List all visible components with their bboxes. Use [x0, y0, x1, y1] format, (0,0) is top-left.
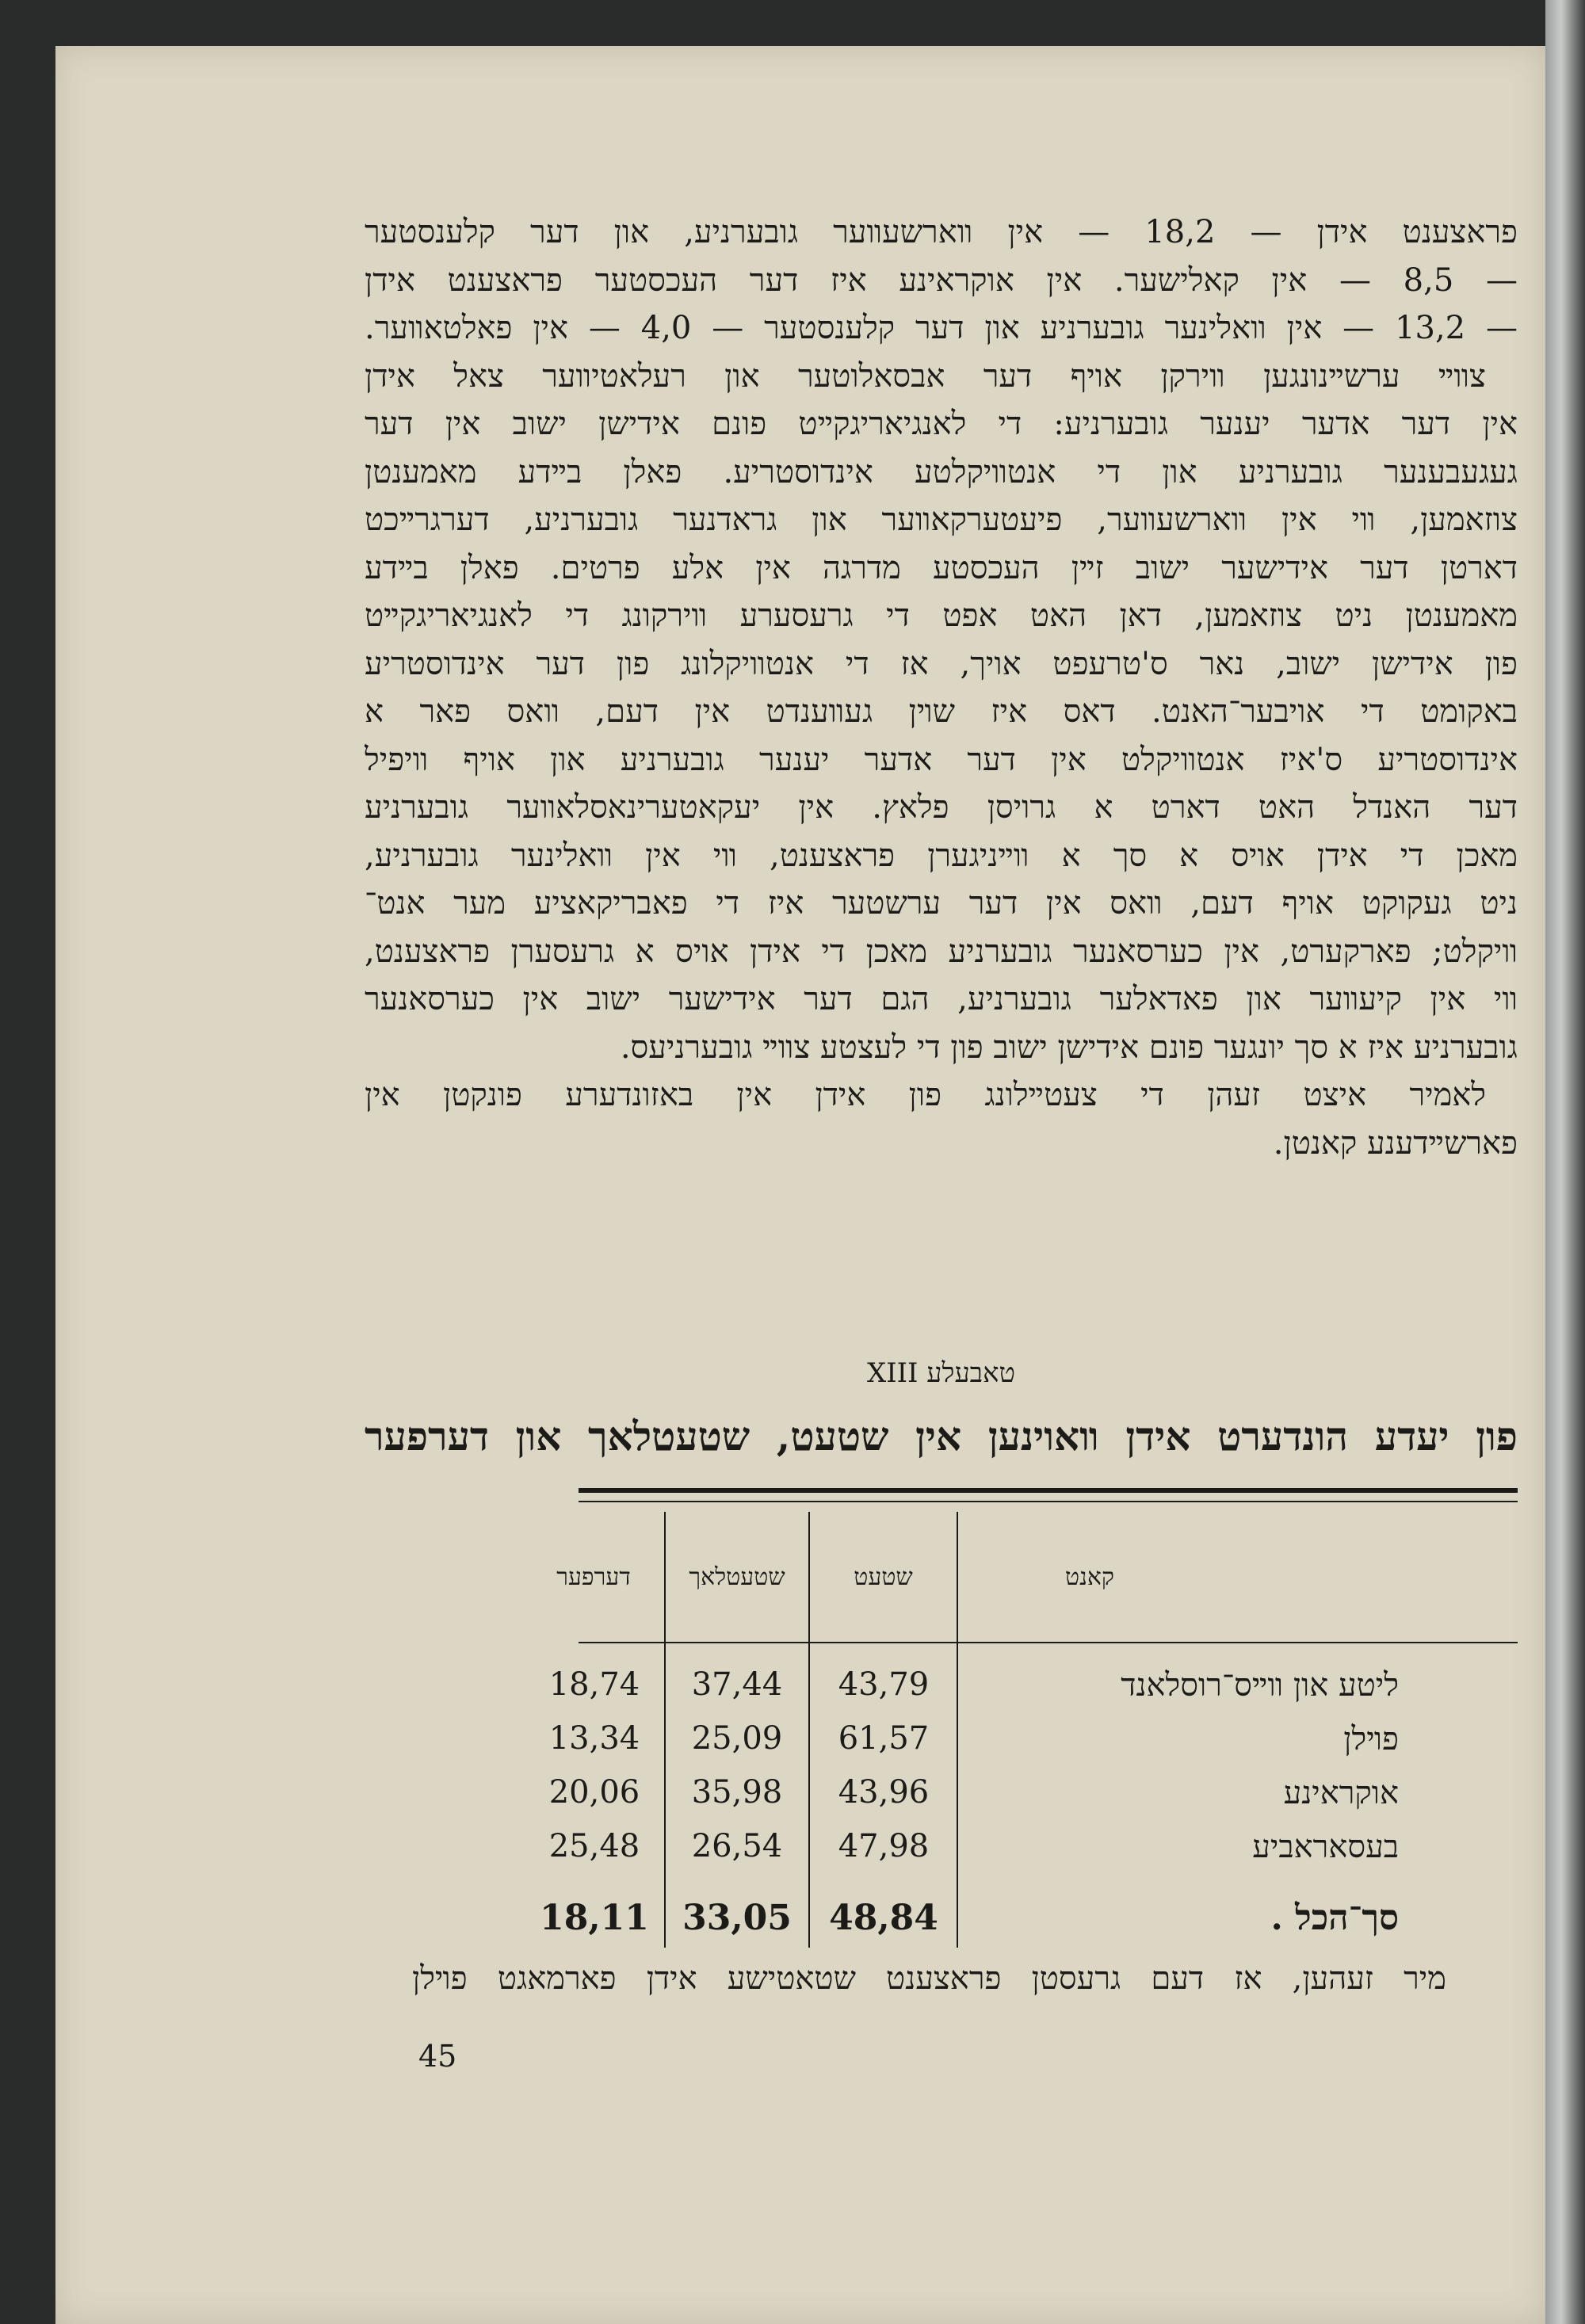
table-cell: 47,98 — [838, 1828, 930, 1864]
table-total-label: סך־הכל . — [1270, 1898, 1399, 1938]
table-row-label: ליטע און װײס־רוסלאנד — [1121, 1667, 1399, 1704]
body-line: געגעבענער גובערניע און די אנטװיקלטע אינדוסטריע. פאלן בײדע מאמענטן — [365, 453, 1518, 490]
body-line: אינדוסטריע ס'איז אנטװיקלט אין דער אדער יענער גובערניע און אויף װיפיל — [365, 741, 1518, 778]
body-line: אין דער אדער יענער גובערניע: די לאנגיאריגקײט פונם אידישן ישוב אין דער — [365, 406, 1518, 442]
body-line-after-table: מיר זעהען, אז דעם גרעסטן פראצענט שטאטישע אידן פארמאגט פױלן — [412, 1960, 1446, 1997]
table-cell: 25,48 — [548, 1828, 640, 1864]
table-cell: 25,09 — [691, 1720, 783, 1757]
body-line: צוזאמען, װי אין װארשעװער, פיעטערקאװער און גראדנער גובערניע, דערגרײכט — [365, 502, 1518, 538]
table-total-cell: 33,05 — [682, 1898, 792, 1938]
table-rule-top-thin — [579, 1501, 1518, 1502]
book-cover-edge — [1545, 0, 1585, 2324]
book-page — [55, 46, 1545, 2324]
body-line: באקומט די אויבער־האנט. דאס איז שױן געװענדט אין דעם, װאס פאר א — [365, 693, 1518, 730]
body-line: מאכן די אידן אויס א סך א װײניגערן פראצענט, װי אין װאלינער גובערניע, — [365, 837, 1518, 874]
body-line: מאמענטן ניט צוזאמען, דאן האט אפט די גרעסערע װירקונג די לאנגיאריגקײט — [365, 597, 1518, 634]
table-row-label: אוקראינע — [1283, 1775, 1399, 1811]
body-line: פארשײדענע קאנטן. — [1273, 1124, 1518, 1162]
table-row-label: בעסאראביע — [1252, 1829, 1399, 1865]
table-cell: 61,57 — [838, 1720, 930, 1757]
table-total-cell: 48,84 — [829, 1898, 938, 1938]
table-cell: 43,79 — [838, 1666, 930, 1703]
body-line: ניט געקוקט אויף דעם, װאס אין דער ערשטער איז די פאבריקאציע מער אנט־ — [365, 885, 1518, 922]
table-label: טאבעלע XIII — [866, 1357, 1016, 1389]
body-line: גובערניע איז א סך יונגער פונם אידישן ישוב פון די לעצטע צװײ גובערניעס. — [620, 1028, 1518, 1066]
table-title: פון יעדע הונדערט אידן װאוינען אין שטעט, שטעטלאך און דערפער — [365, 1413, 1518, 1460]
body-line: — 8,5 — אין קאלישער. אין אוקראינע איז דער העכסטער פראצענט אידן — [365, 261, 1518, 299]
body-line: צװײ ערשײנונגען װירקן אויף דער אבסאלוטער און רעלאטיװער צאל אידן — [365, 357, 1486, 395]
column-header-cities: שטעט — [854, 1563, 913, 1591]
table-rule-header — [579, 1642, 1518, 1643]
column-header-villages: דערפער — [556, 1563, 631, 1591]
column-header-region: קאנט — [1065, 1563, 1114, 1591]
body-line: װיקלט; פארקערט, אין כערסאנער גובערניע מאכן די אידן אויס א גרעסערן פראצענט, — [365, 933, 1518, 970]
body-line: דער האנדל האט דארט א גרויסן פלאץ. אין יעקאטערינאסלאװער גובערניע — [365, 789, 1518, 826]
page-number: 45 — [418, 2039, 457, 2074]
table-cell: 35,98 — [691, 1774, 783, 1811]
table-cell: 37,44 — [691, 1666, 783, 1703]
table-total-cell: 18,11 — [540, 1898, 649, 1938]
body-text — [365, 208, 1518, 1167]
body-line: לאמיר איצט זעהן די צעטײלונג פון אידן אין באזונדערע פונקטן אין — [365, 1077, 1486, 1113]
body-line: — 13,2 — אין װאלינער גובערניע און דער קלענסטער — 4,0 — אין פאלטאװער. — [365, 310, 1518, 346]
table-cell: 26,54 — [691, 1828, 783, 1864]
column-header-towns: שטעטלאך — [689, 1563, 785, 1591]
table-cell: 18,74 — [548, 1666, 640, 1703]
table-cell: 43,96 — [838, 1774, 930, 1811]
table-cell: 13,34 — [548, 1720, 640, 1757]
table-cell: 20,06 — [548, 1774, 640, 1811]
table-rule-top — [579, 1488, 1518, 1493]
table-row-label: פױלן — [1343, 1721, 1399, 1757]
body-line: דארטן דער אידישער ישוב זײן העכסטע מדרגה אין אלע פרטים. פאלן בײדע — [365, 549, 1518, 586]
body-line: פון אידישן ישוב, נאר ס'טרעפט אויך, אז די אנטװיקלונג פון דער אינדוסטריע — [365, 645, 1518, 682]
table-column-divider — [957, 1512, 958, 1948]
body-line: פראצענט אידן — 18,2 — אין װארשעװער גובערניע, און דער קלענסטער — [365, 214, 1518, 250]
body-line: װי אין קיעװער און פאדאלער גובערניע, הגם דער אידישער ישוב אין כערסאנער — [365, 981, 1518, 1017]
